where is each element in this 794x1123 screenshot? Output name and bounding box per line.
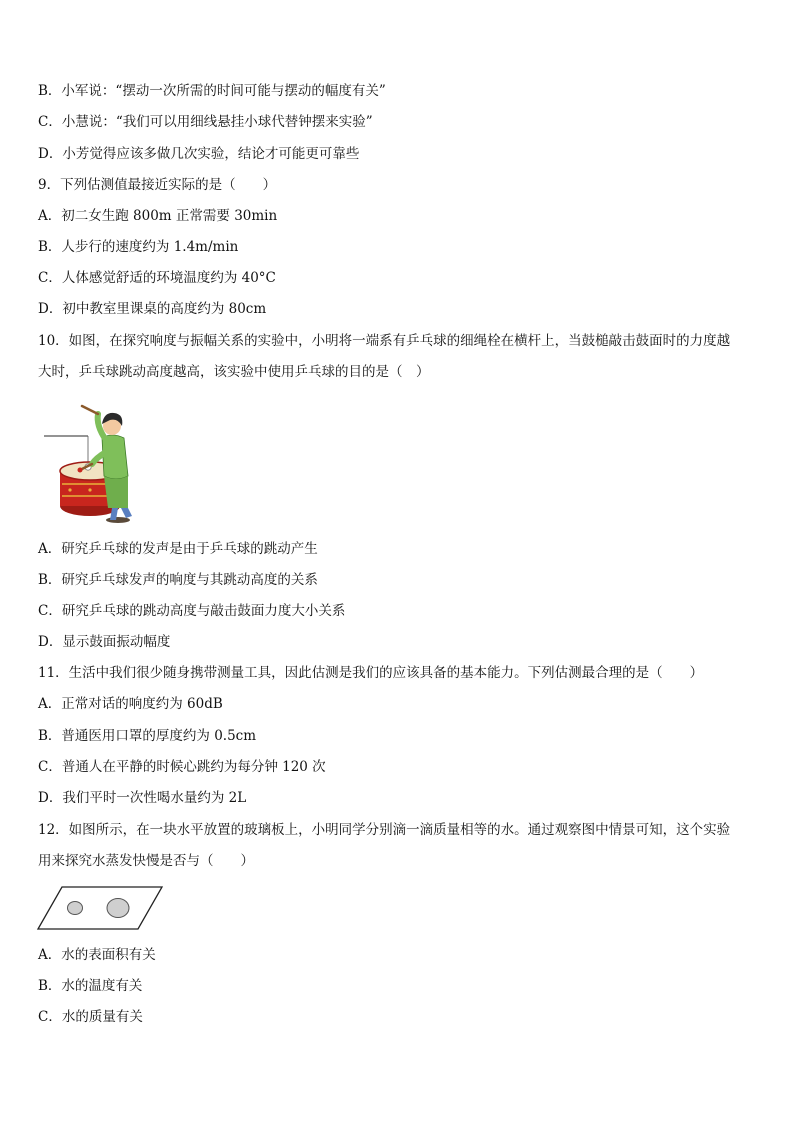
q8-option-c: C．小慧说：“我们可以用细线悬挂小球代替钟摆来实验”	[38, 114, 373, 130]
q10-option-b: B．研究乒乓球发声的响度与其跳动高度的关系	[38, 572, 318, 588]
q12-stem-line1: 12．如图所示，在一块水平放置的玻璃板上，小明同学分别滴一滴质量相等的水。通过观察图中情景可知，这个实验	[38, 822, 731, 838]
drum-experiment-figure	[40, 396, 150, 526]
q12-option-b: B．水的温度有关	[38, 978, 143, 994]
q11-stem: 11．生活中我们很少随身携带测量工具，因此估测是我们的应该具备的基本能力。下列估测最合理的是（ ）	[38, 665, 704, 681]
q9-option-a: A．初二女生跑 800m 正常需要 30min	[38, 208, 278, 224]
small-water-droplet	[68, 902, 83, 915]
q8-option-d: D．小芳觉得应该多做几次实验，结论才可能更可靠些	[38, 146, 360, 162]
q10-option-d: D．显示鼓面振动幅度	[38, 634, 171, 650]
q9-option-c: C．人体感觉舒适的环境温度约为 40°C	[38, 270, 276, 286]
q11-option-d: D．我们平时一次性喝水量约为 2L	[38, 790, 247, 806]
large-water-droplet	[107, 899, 129, 918]
q11-option-a: A．正常对话的响度约为 60dB	[38, 696, 223, 712]
q10-option-c: C．研究乒乓球的跳动高度与敲击鼓面力度大小关系	[38, 603, 346, 619]
q12-option-a: A．水的表面积有关	[38, 947, 156, 963]
q12-option-c: C．水的质量有关	[38, 1009, 143, 1025]
q9-stem: 9．下列估测值最接近实际的是（ ）	[38, 177, 277, 193]
q8-option-b: B．小军说：“摆动一次所需的时间可能与摆动的幅度有关”	[38, 83, 386, 99]
q9-option-d: D．初中教室里课桌的高度约为 80cm	[38, 301, 267, 317]
q11-option-b: B．普通医用口罩的厚度约为 0.5cm	[38, 728, 257, 744]
q10-stem-line1: 10．如图，在探究响度与振幅关系的实验中，小明将一端系有乒乓球的细绳栓在横杆上，当鼓槌敲击鼓面时的力度越	[38, 333, 731, 349]
glass-plate	[38, 887, 162, 929]
q9-option-b: B．人步行的速度约为 1.4m/min	[38, 239, 239, 255]
q12-stem-line2: 用来探究水蒸发快慢是否与（ ）	[38, 853, 254, 869]
q10-stem-line2: 大时，乒乓球跳动高度越高，该实验中使用乒乓球的目的是（ ）	[38, 364, 430, 380]
glass-plate-figure	[36, 884, 166, 932]
drumstick-raised	[82, 406, 98, 414]
q11-option-c: C．普通人在平静的时候心跳约为每分钟 120 次	[38, 759, 326, 775]
q10-option-a: A．研究乒乓球的发声是由于乒乓球的跳动产生	[38, 541, 318, 557]
